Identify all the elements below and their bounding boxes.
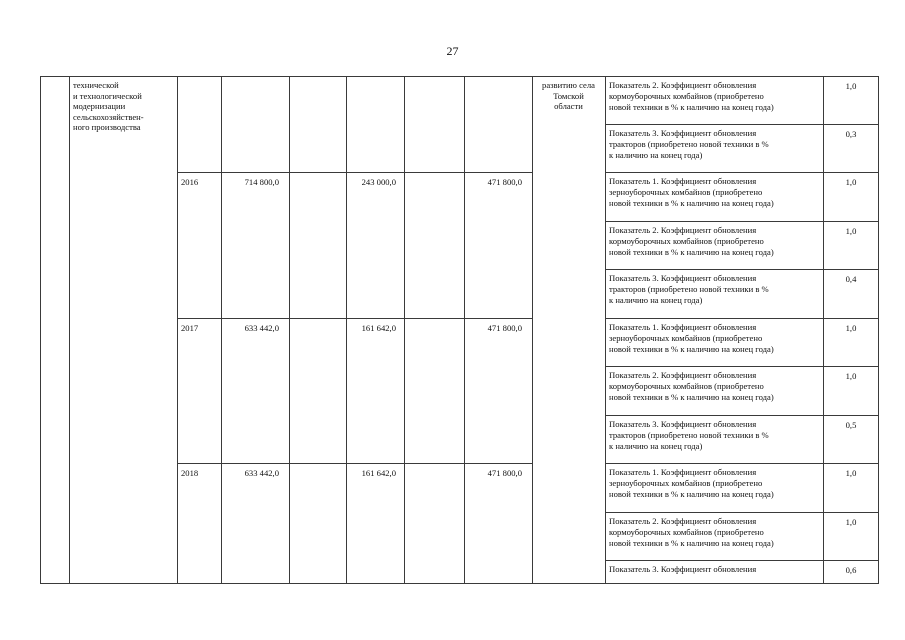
indicator-line: Показатель 3. Коэффициент обновления	[609, 273, 757, 283]
indicator-value: 1,0	[845, 81, 857, 91]
page-number: 27	[446, 44, 459, 58]
year-cell: 2018	[181, 468, 199, 478]
extrabudget-amount: 471 800,0	[487, 468, 522, 478]
indicator-row-line	[605, 366, 879, 367]
indicator-line: новой техники в % к наличию на конец года)	[609, 538, 774, 548]
total-amount: 633 442,0	[244, 468, 279, 478]
column-line	[40, 76, 41, 583]
year-cell: 2017	[181, 323, 199, 333]
indicator-value: 1,0	[845, 517, 857, 527]
indicator-text	[609, 419, 821, 452]
indicator-line: к наличию на конец года)	[609, 150, 703, 160]
program-name-line: сельскохозяйствен-	[73, 111, 144, 122]
indicator-line: зерноуборочных комбайнов (приобретено	[609, 478, 763, 488]
extrabudget-amount: 471 800,0	[487, 177, 522, 187]
indicator-value: 0,4	[845, 274, 857, 284]
indicator-row-line	[605, 318, 879, 319]
program-name-line: и технологической	[73, 90, 142, 101]
indicator-text	[609, 80, 821, 113]
indicator-text	[609, 273, 821, 306]
indicator-text	[609, 467, 821, 500]
total-amount: 714 800,0	[244, 177, 279, 187]
indicator-line: тракторов (приобретено новой техники в %	[609, 430, 769, 440]
column-line	[289, 76, 290, 583]
year-row-line	[177, 463, 533, 464]
responsible-line: Томской	[553, 90, 584, 101]
column-line	[177, 76, 178, 583]
column-line	[605, 76, 606, 583]
indicator-line: новой техники в % к наличию на конец года)	[609, 247, 774, 257]
program-name-line: ного производства	[73, 122, 141, 132]
indicator-line: к наличию на конец года)	[609, 295, 703, 305]
indicator-line: Показатель 2. Коэффициент обновления	[609, 516, 757, 526]
indicator-value: 0,6	[845, 565, 857, 575]
indicator-line: Показатель 2. Коэффициент обновления	[609, 370, 757, 380]
indicator-row-line	[605, 269, 879, 270]
indicator-row-line	[605, 221, 879, 222]
indicator-value: 1,0	[845, 226, 857, 236]
indicator-text	[609, 128, 821, 161]
indicator-line: Показатель 3. Коэффициент обновления	[609, 419, 757, 429]
indicator-text	[609, 322, 821, 355]
indicator-line: кормоуборочных комбайнов (приобретено	[609, 236, 764, 246]
indicator-value: 0,3	[845, 129, 857, 139]
program-name-line: модернизации	[73, 101, 126, 111]
indicator-line: новой техники в % к наличию на конец года)	[609, 392, 774, 402]
indicator-line: к наличию на конец года)	[609, 441, 703, 451]
table-bottom-line	[40, 583, 879, 584]
indicator-line: новой техники в % к наличию на конец года)	[609, 489, 774, 499]
indicator-line: Показатель 2. Коэффициент обновления	[609, 80, 757, 90]
regional-amount: 161 642,0	[361, 323, 396, 333]
extrabudget-amount: 471 800,0	[487, 323, 522, 333]
indicator-value: 1,0	[845, 177, 857, 187]
indicator-line: тракторов (приобретено новой техники в %	[609, 284, 769, 294]
program-name-line: технической	[73, 80, 119, 90]
table-top-line	[40, 76, 879, 77]
indicator-line: зерноуборочных комбайнов (приобретено	[609, 333, 763, 343]
column-line	[532, 76, 533, 583]
program-name	[73, 80, 144, 133]
indicator-line: тракторов (приобретено новой техники в %	[609, 139, 769, 149]
indicator-value: 1,0	[845, 468, 857, 478]
indicator-line: кормоуборочных комбайнов (приобретено	[609, 381, 764, 391]
indicator-line: Показатель 2. Коэффициент обновления	[609, 225, 757, 235]
indicator-value: 0,5	[845, 420, 857, 430]
responsible-line: развитию села	[542, 80, 595, 90]
indicator-row-line	[605, 512, 879, 513]
indicator-row-line	[605, 560, 879, 561]
indicator-value: 1,0	[845, 323, 857, 333]
indicator-line: Показатель 1. Коэффициент обновления	[609, 322, 757, 332]
indicator-text	[609, 176, 821, 209]
year-row-line	[177, 172, 533, 173]
indicator-text	[609, 564, 821, 575]
column-line	[878, 76, 879, 583]
indicator-row-line	[605, 415, 879, 416]
indicator-line: Показатель 3. Коэффициент обновления	[609, 564, 757, 574]
indicator-line: новой техники в % к наличию на конец года)	[609, 344, 774, 354]
indicator-row-line	[605, 172, 879, 173]
total-amount: 633 442,0	[244, 323, 279, 333]
indicator-row-line	[605, 463, 879, 464]
indicator-row-line	[605, 124, 879, 125]
indicator-line: новой техники в % к наличию на конец года)	[609, 102, 774, 112]
indicator-value: 1,0	[845, 371, 857, 381]
indicator-text	[609, 370, 821, 403]
indicator-line: кормоуборочных комбайнов (приобретено	[609, 91, 764, 101]
column-line	[823, 76, 824, 583]
indicator-line: новой техники в % к наличию на конец года)	[609, 198, 774, 208]
year-row-line	[177, 318, 533, 319]
indicator-text	[609, 225, 821, 258]
responsible-line: области	[554, 101, 583, 111]
column-line	[404, 76, 405, 583]
year-cell: 2016	[181, 177, 199, 187]
indicator-line: Показатель 3. Коэффициент обновления	[609, 128, 757, 138]
responsible-executor	[532, 80, 605, 112]
indicator-line: Показатель 1. Коэффициент обновления	[609, 467, 757, 477]
regional-amount: 243 000,0	[361, 177, 396, 187]
indicator-line: зерноуборочных комбайнов (приобретено	[609, 187, 763, 197]
regional-amount: 161 642,0	[361, 468, 396, 478]
indicator-line: кормоуборочных комбайнов (приобретено	[609, 527, 764, 537]
indicator-text	[609, 516, 821, 549]
column-line	[69, 76, 70, 583]
indicator-line: Показатель 1. Коэффициент обновления	[609, 176, 757, 186]
